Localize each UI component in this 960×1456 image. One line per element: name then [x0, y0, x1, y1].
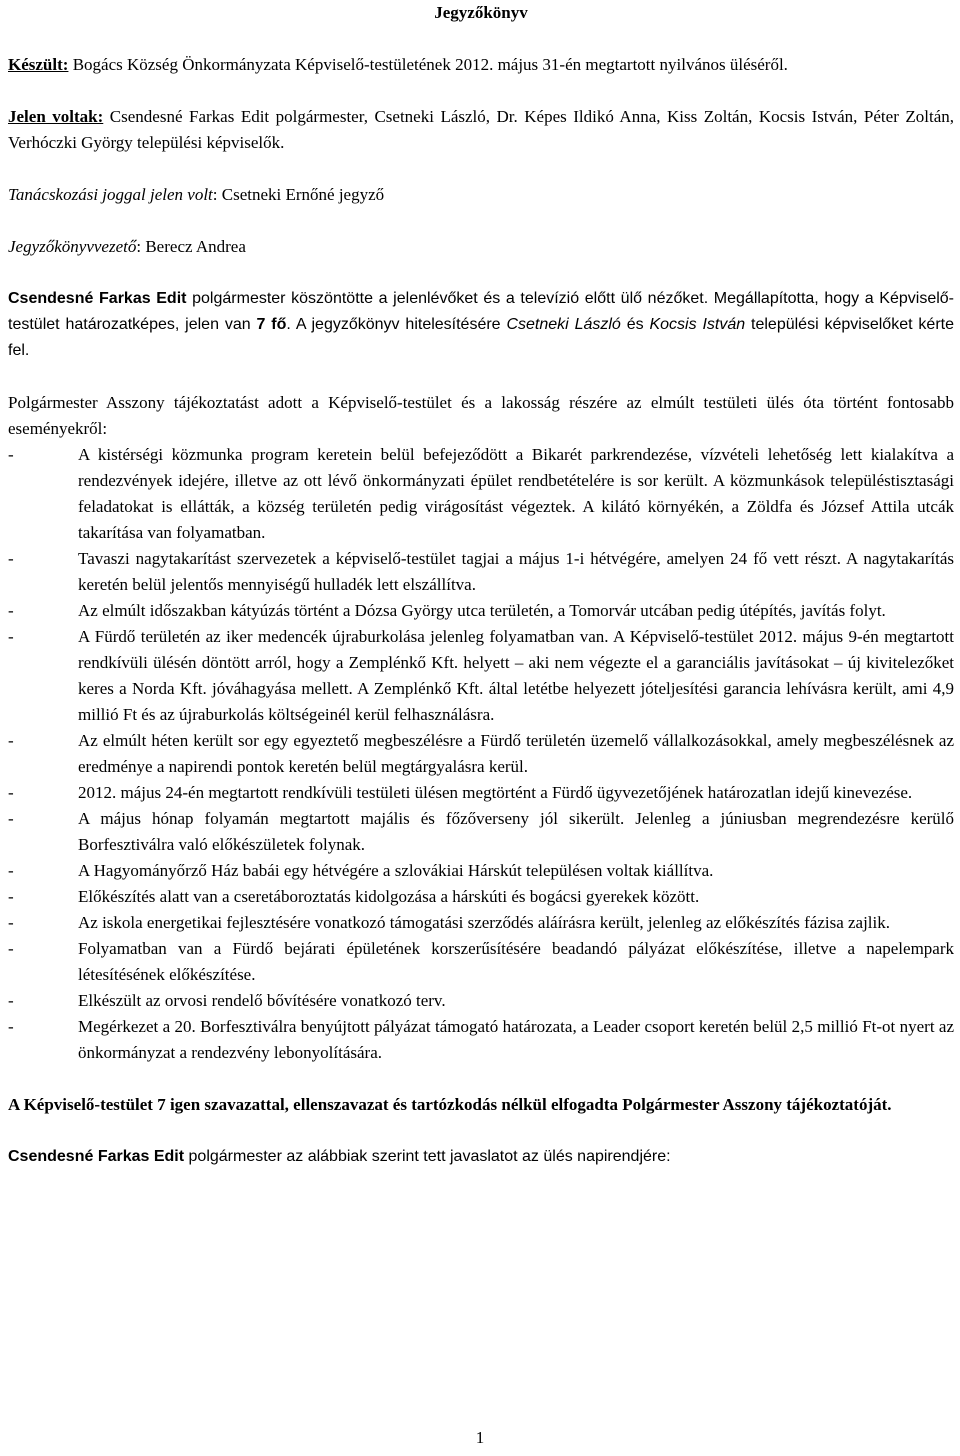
recorder-label: Jegyzőkönyvvezető	[8, 237, 137, 256]
list-item-text: Elkészült az orvosi rendelő bővítésére vonatkozó terv.	[78, 991, 446, 1010]
list-item	[8, 910, 954, 936]
greeting-and: és	[620, 316, 650, 333]
made-paragraph	[8, 52, 954, 78]
greeting-name: Csendesné Farkas Edit	[8, 290, 187, 307]
list-dash: -	[8, 783, 14, 802]
decision-paragraph: A Képviselő-testület 7 igen szavazattal, ellenszavazat és tartózkodás nélkül elfogadta Polgármester Asszony tájékoztatóját.	[8, 1095, 892, 1114]
greeting-witness1: Csetneki László	[506, 316, 621, 333]
list-item	[8, 858, 954, 884]
list-item-text: A május hónap folyamán megtartott majális és főzőverseny jól sikerült. Jelenleg a júniusban megrendezésre kerülő Borfesztiválra való előkészületek folynak.	[78, 809, 954, 854]
list-dash: -	[8, 627, 14, 646]
list-item-text: A Fürdő területén az iker medencék újraburkolása jelenleg folyamatban van. A Képviselő-testület 2012. május 9-én megtartott rendkívüli ülésén döntött arról, hogy a Zemplénkő Kft. helyett – aki nem végezte el a garanciális javításokat – új kivitelezőket keres a Norda Kft. jóváhagyása mellett. A Zemplénkő Kft. által letétbe helyezett jóteljesítési garancia lehívásra került, ami 4,9 millió Ft és az újraburkolás költségeinél kerül felhasználásra.	[78, 627, 954, 724]
list-item-text: Megérkezet a 20. Borfesztiválra benyújtott pályázat támogató határozata, a Leader csoport keretén belül 2,5 millió Ft-ot nyert az önkormányzat a rendezvény lebonyolítására.	[78, 1017, 954, 1062]
list-dash: -	[8, 1017, 14, 1036]
list-item	[8, 624, 954, 728]
advisory-label: Tanácskozási joggal jelen volt	[8, 185, 213, 204]
list-item	[8, 936, 954, 988]
list-item	[8, 884, 954, 910]
agenda-paragraph	[8, 1144, 954, 1170]
list-item	[8, 1014, 954, 1066]
list-item-text: Előkészítés alatt van a cseretáboroztatás kidolgozása a hárskúti és bogácsi gyerekek között.	[78, 887, 700, 906]
agenda-text: polgármester az alábbiak szerint tett javaslatot az ülés napirendjére:	[184, 1148, 671, 1165]
made-text: Bogács Község Önkormányzata Képviselő-testületének 2012. május 31-én megtartott nyilvános üléséről.	[68, 55, 788, 74]
recorder-paragraph	[8, 234, 954, 260]
list-item-text: A Hagyományőrző Ház babái egy hétvégére a szlovákiai Hárskút településen voltak kiállítva.	[78, 861, 714, 880]
report-list	[8, 442, 954, 1066]
list-item	[8, 806, 954, 858]
page-number: 1	[475, 1428, 485, 1447]
list-dash: -	[8, 991, 14, 1010]
list-dash: -	[8, 887, 14, 906]
advisory-text: : Csetneki Ernőné jegyző	[212, 185, 385, 204]
present-label: Jelen voltak:	[8, 107, 104, 126]
document-page	[8, 0, 954, 1170]
report-intro: Polgármester Asszony tájékoztatást adott a Képviselő-testület és a lakosság részére az elmúlt testületi ülés óta történt fontosabb eseményekről:	[8, 393, 954, 438]
list-item	[8, 442, 954, 546]
list-dash: -	[8, 861, 14, 880]
greeting-count: 7 fő	[256, 316, 287, 333]
list-item-text: Folyamatban van a Fürdő bejárati épületének korszerűsítésére beadandó pályázat előkészítése, illetve a napelempark létesítésének előkészítése.	[78, 939, 954, 984]
list-dash: -	[8, 913, 14, 932]
list-item	[8, 780, 954, 806]
list-item-text: Az iskola energetikai fejlesztésére vonatkozó támogatási szerződés aláírásra került, jelenleg az előkészítés fázisa zajlik.	[78, 913, 891, 932]
list-item-text: Tavaszi nagytakarítást szervezetek a képviselő-testület tagjai a május 1-i hétvégére, amelyen 24 fő vett részt. A nagytakarítás keretén belül jelentős mennyiségű hulladék lett elszállítva.	[78, 549, 954, 594]
list-item	[8, 988, 954, 1014]
list-dash: -	[8, 809, 14, 828]
greeting-witness2: Kocsis István	[649, 316, 746, 333]
present-paragraph	[8, 104, 954, 156]
list-dash: -	[8, 939, 14, 958]
made-label: Készült:	[8, 55, 69, 74]
document-title: Jegyzőkönyv	[434, 3, 528, 22]
recorder-text: : Berecz Andrea	[136, 237, 246, 256]
list-dash: -	[8, 601, 14, 620]
advisory-paragraph	[8, 182, 954, 208]
present-text: Csendesné Farkas Edit polgármester, Csetneki László, Dr. Képes Ildikó Anna, Kiss Zoltán, Kocsis István, Péter Zoltán, Verhóczki György települési képviselők.	[8, 107, 954, 152]
greeting-paragraph	[8, 286, 954, 364]
list-item-text: 2012. május 24-én megtartott rendkívüli testületi ülésen megtörtént a Fürdő ügyvezetőjének határozatlan idejű kinevezése.	[78, 783, 913, 802]
list-item	[8, 598, 954, 624]
list-item-text: Az elmúlt héten került sor egy egyeztető megbeszélésre a Fürdő területén üzemelő vállalkozásokkal, amely megbeszélésnek az eredménye a napirendi pontok keretén belül megtárgyalásra kerül.	[78, 731, 954, 776]
list-item	[8, 546, 954, 598]
list-item	[8, 728, 954, 780]
list-dash: -	[8, 445, 14, 464]
greeting-text1: polgármester köszöntötte a jelenlévőket és a televízió előtt ülő nézőket. Megállapította, hogy a Képviselő-testület határozatképes, jelen van	[8, 290, 954, 333]
list-item-text: Az elmúlt időszakban kátyúzás történt a Dózsa György utca területén, a Tomorvár utcában pedig útépítés, javítás folyt.	[78, 601, 886, 620]
list-item-text: A kistérségi közmunka program keretein belül befejeződött a Bikarét parkrendezése, vízvételi lehetőség lett kialakítva a rendezvények idejére, illetve az ott lévő önkormányzati épület rendbetételére is sor került. A közmunkások településtisztasági feladatokat is ellátták, a község területén pedig virágosítást végeztek. A kilátó környékén, a Zöldfa és József Attila utcák takarítása van folyamatban.	[78, 445, 954, 542]
list-dash: -	[8, 549, 14, 568]
greeting-text3: települési képviselőket kérte fel.	[8, 316, 954, 359]
greeting-text2: . A jegyzőkönyv hitelesítésére	[286, 316, 507, 333]
list-dash: -	[8, 731, 14, 750]
agenda-name: Csendesné Farkas Edit	[8, 1148, 185, 1165]
